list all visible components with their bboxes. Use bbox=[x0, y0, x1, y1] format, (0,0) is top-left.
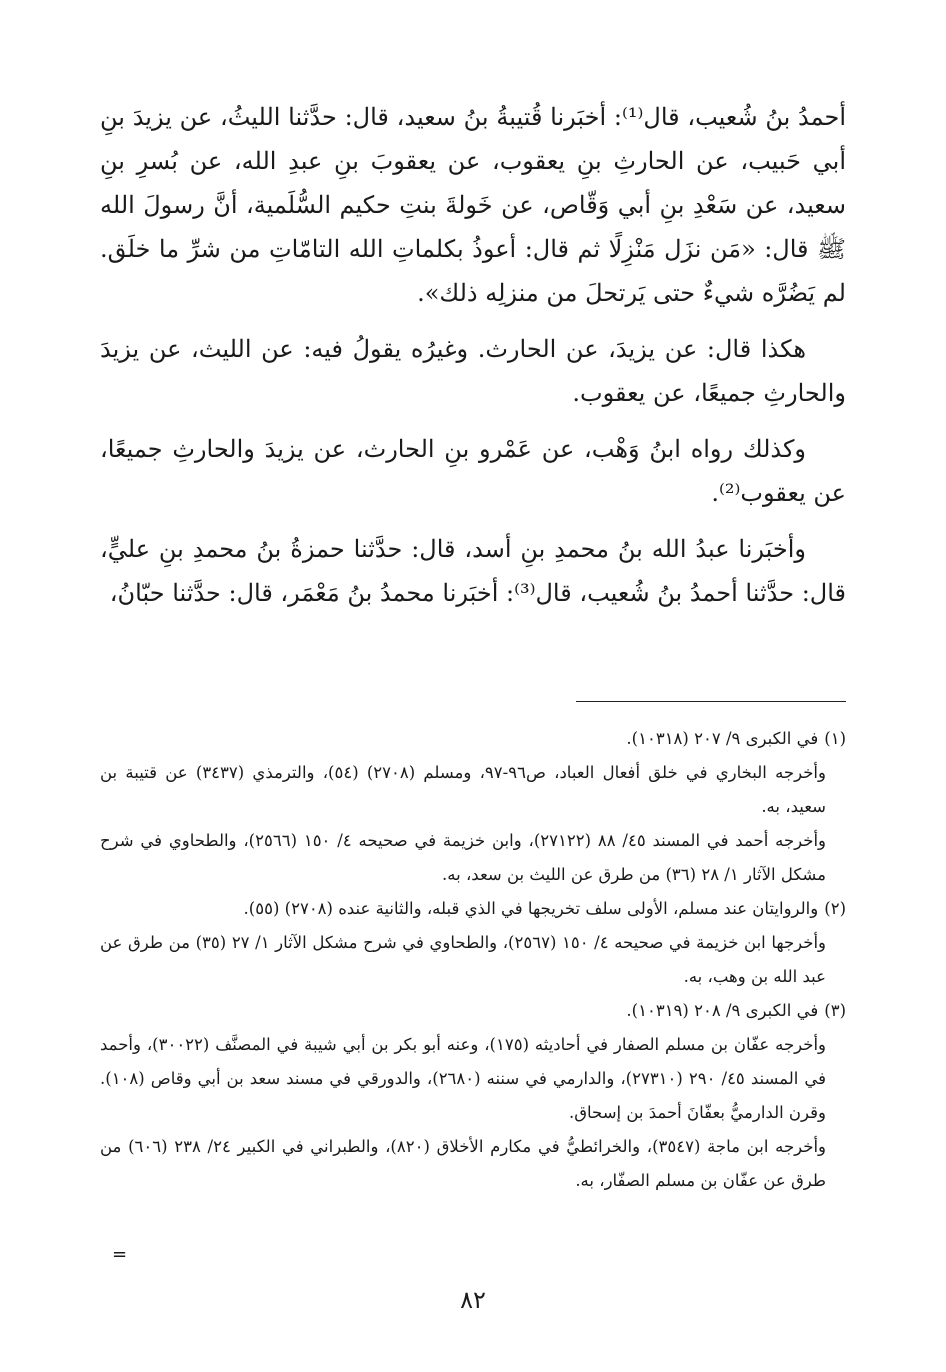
footnote-1-sub-2: وأخرجه أحمد في المسند ٤٥/ ٨٨ (٢٧١٢٢)، وابن خزيمة في صحيحه ٤/ ١٥٠ (٢٥٦٦)، والطحاوي في شرح مشكل الآثار ١/ ٢٨ (٣٦) من طرق عن الليث بن سعد، به. bbox=[100, 831, 826, 884]
footnote-3-text: في الكبرى ٩/ ٢٠٨ (١٠٣١٩). bbox=[626, 1001, 819, 1020]
footnote-2-sub-1: وأخرجها ابن خزيمة في صحيحه ٤/ ١٥٠ (٢٥٦٧)، والطحاوي في شرح مشكل الآثار ١/ ٢٧ (٣٥) من طرق عن عبد الله بن وهب، به. bbox=[100, 933, 827, 986]
footnote-3-sub-1: وأخرجه عفّان بن مسلم الصفار في أحاديثه (١٧٥)، وعنه أبو بكر بن أبي شيبة في المصنَّف (٣٠٠٢٢)، وأحمد في المسند ٤٥/ ٢٩٠ (٢٧٣١٠)، والدارمي في سننه (٢٦٨٠)، والدورقي في مسند سعد بن أبي وقاص (١٠٨). وقرن الدارميُّ بعفّانَ أحمدَ بن إسحاق. bbox=[100, 1035, 826, 1122]
footnote-1-text: في الكبرى ٩/ ٢٠٧ (١٠٣١٨). bbox=[626, 729, 819, 748]
footnotes bbox=[100, 722, 846, 1198]
paragraph-1: أحمدُ بنُ شُعيب، قال⁽¹⁾: أخبَرنا قُتيبةُ بنُ سعيد، قال: حدَّثنا الليثُ، عن يزيدَ بنِ أبي حَبيب، عن الحارثِ بنِ يعقوب، عن يعقوبَ بنِ عبدِ الله، عن بُسرِ بنِ سعيد، عن سَعْدِ بنِ أبي وَقّاص، عن خَولةَ بنتِ حكيم السُّلَمية، أنَّ رسولَ الله ﷺ قال: «مَن نزَل مَنْزِلًا ثم قال: أعوذُ بكلماتِ الله التامّاتِ من شرِّ ما خلَق. لم يَضُرَّه شيءٌ حتى يَرتحلَ من منزلِه ذلك». bbox=[100, 103, 847, 307]
footnote-2 bbox=[100, 892, 846, 926]
footnote-1 bbox=[100, 722, 846, 756]
footnote-2-text: والروايتان عند مسلم، الأولى سلف تخريجها في الذي قبله، والثانية عنده (٢٧٠٨) (٥٥). bbox=[243, 899, 819, 918]
paragraph-3: وكذلك رواه ابنُ وَهْب، عن عَمْرو بنِ الحارث، عن يزيدَ والحارثِ جميعًا، عن يعقوب⁽²⁾. bbox=[100, 435, 846, 507]
page-number: ٨٢ bbox=[460, 1286, 486, 1314]
main-text bbox=[100, 95, 846, 627]
continuation-mark: = bbox=[112, 1244, 128, 1265]
footnote-1-label: (١) bbox=[824, 729, 846, 748]
footnote-3 bbox=[100, 994, 846, 1028]
footnote-3-label: (٣) bbox=[824, 1001, 846, 1020]
paragraph-2: هكذا قال: عن يزيدَ، عن الحارث. وغيرُه يقولُ فيه: عن الليث، عن يزيدَ والحارثِ جميعًا، عن يعقوب. bbox=[100, 335, 846, 407]
footnote-3-sub-2: وأخرجه ابن ماجة (٣٥٤٧)، والخرائطيُّ في مكارم الأخلاق (٨٢٠)، والطبراني في الكبير ٢٤/ ٢٣٨ (٦٠٦) من طرق عن عفّان بن مسلم الصفّار، به. bbox=[100, 1137, 826, 1190]
paragraph-4: وأخبَرنا عبدُ الله بنُ محمدِ بنِ أسد، قال: حدَّثنا حمزةُ بنُ محمدِ بنِ عليٍّ، قال: حدَّثنا أحمدُ بنُ شُعيب، قال⁽³⁾: أخبَرنا محمدُ بنُ مَعْمَر، قال: حدَّثنا حبّانُ، bbox=[100, 535, 846, 607]
footnote-divider bbox=[576, 701, 846, 702]
footnote-2-label: (٢) bbox=[824, 899, 846, 918]
footnote-1-sub-1: وأخرجه البخاري في خلق أفعال العباد، ص٩٦-٩٧، ومسلم (٢٧٠٨) (٥٤)، والترمذي (٣٤٣٧) عن قتيبة بن سعيد، به. bbox=[100, 763, 826, 816]
